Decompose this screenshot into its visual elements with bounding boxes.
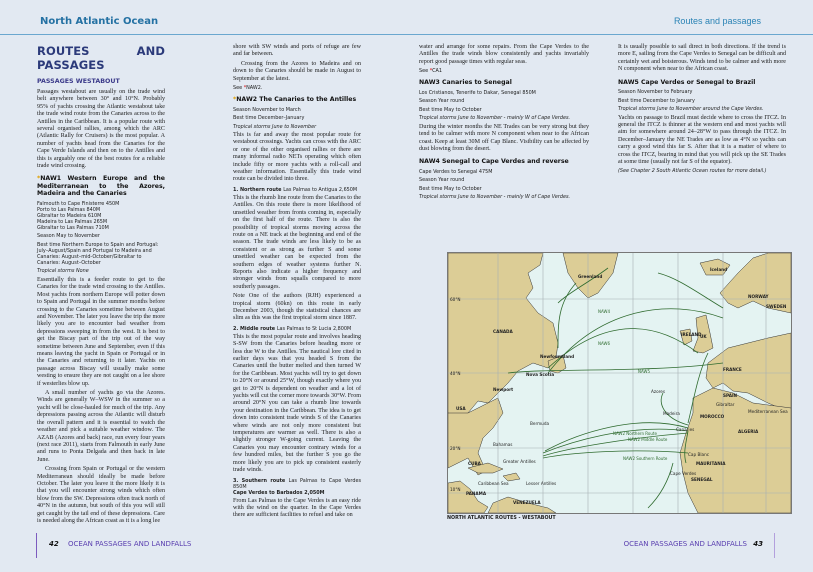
page-number: 42 xyxy=(49,540,59,548)
route-label: NAW2 Middle Route xyxy=(628,437,668,442)
lat-tick: 60°N xyxy=(450,297,461,302)
map-label: Greenland xyxy=(578,274,603,279)
naw4-storms: Tropical storms June to November - mainly W of Cape Verdes. xyxy=(419,194,571,201)
map-label: PANAMA xyxy=(466,491,487,496)
map-label: Newfoundland xyxy=(540,354,575,359)
route-naw5 xyxy=(648,463,673,508)
naw5-best-time: Best time December to January xyxy=(618,97,695,104)
map-label: ALGERIA xyxy=(738,429,759,434)
page-43-column-2 xyxy=(618,44,786,177)
map-caption: NORTH ATLANTIC ROUTES - WESTABOUT xyxy=(447,516,556,521)
map-label: Gibraltar xyxy=(716,402,735,407)
body-paragraph: Yachts on passage to Brazil must decide where to cross the ITCZ. In general the ITCZ is thinner at the western end and most yachts will aim for somewhere around 24–28°W to pass through the ITCZ. In December–January the NE Trades are as low as 4°N so yachts can carry a good wind this far S. After that it is a matter of where to cross the ITCZ, bearing in mind that you will pick up the SE Trades at some time (usually not far S of the equator). xyxy=(618,114,786,166)
route-label: NAW2 Northern Route xyxy=(613,431,657,436)
route-map-svg xyxy=(448,253,791,513)
body-paragraph: shore with SW winds and ports of refuge are few and far between. xyxy=(233,44,361,58)
map-label: SENEGAL xyxy=(691,477,713,482)
naw1-distance: Gibraltar to Madeira 610M xyxy=(37,212,102,219)
map-label: Greater Antilles xyxy=(503,459,536,464)
naw1-distance: Porto to Las Palmas 840M xyxy=(37,206,101,213)
map-label: FRANCE xyxy=(723,367,742,372)
body-paragraph: Crossing from the Azores to Madeira and on down to the Canaries should be made in August to September at the latest. xyxy=(233,60,361,82)
map-label: MOROCCO xyxy=(700,414,725,419)
naw1-heading: *NAW1 Western Europe and the Mediterranean to the Azores, Madeira and the Canaries xyxy=(37,175,165,198)
naw1-best-time: Best time Northern Europe to Spain and Portugal: July–August/Spain and Portugal to Madeira and Canaries: August–mid-October/Gibraltar to Canaries: August–October xyxy=(37,241,159,266)
cross-reference[interactable]: See *NAW2. xyxy=(233,85,263,92)
body-paragraph: This is the rhumb line route from the Canaries to the Antilles. On this route there is more likelihood of unsettled weather from fronts coming in, especially on the first half of the route. There is also the possibility of tropical storms moving across the route on a NE track at the beginning and end of the season. The trade winds are less likely to be as consistent or as strong as further S and some unsettled weather can be expected from the southern edges of weather systems further N. Reports also indicate a higher frequency and stronger winds from squalls compared to more southerly passages. xyxy=(233,194,361,290)
naw5-heading: NAW5 Cape Verdes or Senegal to Brazil xyxy=(618,78,756,86)
naw1-distance: Madeira to Las Palmas 265M xyxy=(37,218,108,225)
section-heading: PASSAGES WESTABOUT xyxy=(37,78,120,85)
map-label: Bahamas xyxy=(493,442,513,447)
book-title: OCEAN PASSAGES AND LANDFALLS xyxy=(623,540,747,548)
lat-tick: 10°N xyxy=(450,487,461,492)
map-label: NORWAY xyxy=(748,294,769,299)
body-paragraph: This is the most popular route and involves heading S-SW from the Canaries before heading more or less due W to the Antilles. The nautical lore cited in earlier days was that you headed S from the Canaries until the butter melted and then turned W for the Caribbean. Most yachts will try to get down to 20°N or around 25°W, though exactly where you get to 20°N is dependent on weather and a lot of yachts will cut the corner more towards 30°W. From around 20°N you can take a rhumb line towards your destination in the Caribbean. The idea is to get down into consistent trade winds S of the Canaries where winds are not only more consistent but temperatures are warmer as well. There is also a slightly stronger W-going current. Leaving the Canaries you may encounter contrary winds for a few hundred miles, but the further S you go the more likely you are to pick up consistent easterly trade winds. xyxy=(233,333,361,474)
map-label: USA xyxy=(456,406,466,411)
map-label: SWEDEN xyxy=(766,304,787,309)
page-number: 43 xyxy=(753,540,763,548)
naw1-storms: Tropical storms None xyxy=(37,268,89,275)
naw3-distance: Los Cristianos, Tenerife to Dakar, Senegal 850M xyxy=(419,89,536,96)
land-africa xyxy=(680,388,791,513)
lat-tick: 20°N xyxy=(450,446,461,451)
page-42-column-1 xyxy=(37,44,165,527)
naw5-storms: Tropical storms June to November around the Cape Verdes. xyxy=(618,106,764,113)
body-paragraph: Crossing from Spain or Portugal or the western Mediterranean should ideally be made before October. The later you leave it the more likely it is that you will encounter strong winds which often blow from the SW. Depressions often track north of 40°N in the autumn, but south of this you will still get caught by the tail end of these depressions. Care is needed along the African coast as it is a long lee xyxy=(37,466,165,524)
asterisk-marker: * xyxy=(37,175,41,183)
header-chapter-title: Routes and passages xyxy=(673,16,761,26)
naw3-best-time: Best time May to October xyxy=(419,106,482,113)
map-label: Iceland xyxy=(710,267,728,272)
route-naw10 xyxy=(558,283,576,348)
naw5-season: Season November to February xyxy=(618,89,693,96)
naw4-season: Season Year round xyxy=(419,177,465,184)
naw2-best-time: Best time December–January xyxy=(233,115,305,122)
map-label: CUBA xyxy=(468,461,481,466)
map-label: Bermuda xyxy=(530,421,550,426)
cross-reference[interactable]: See *CA1 xyxy=(419,68,443,75)
map-label: VENEZUELA xyxy=(513,500,541,505)
route-3-distance: Cape Verdes to Barbados 2,050M xyxy=(233,489,325,496)
page-42-column-2 xyxy=(233,44,361,522)
naw3-storms: Tropical storms June to November - mainly W of Cape Verdes. xyxy=(419,115,571,122)
note-paragraph: Note One of the authors (RJH) experienced a tropical storm (60kn) on this route in early December 2003, though the statistical chances are slim as this was the first tropical storm since 1887. xyxy=(233,293,361,322)
land-canada xyxy=(448,253,558,418)
naw4-best-time: Best time May to October xyxy=(419,185,482,192)
book-title: OCEAN PASSAGES AND LANDFALLS xyxy=(68,540,192,548)
naw3-heading: NAW3 Canaries to Senegal xyxy=(419,79,512,87)
route-1-heading: 1. Northern route Las Palmas to Antigua 2,650M xyxy=(233,186,358,193)
map-label: IRELAND xyxy=(681,332,702,337)
body-paragraph: From Las Palmas to the Cape Verdes is an easy ride with the wind on the quarter. In the Cape Verdes there are sufficient facilities to refuel and take on xyxy=(233,497,361,519)
map-label: Cap Blanc xyxy=(688,452,710,457)
route-label: NAW6 xyxy=(598,341,611,346)
route-map xyxy=(447,252,792,514)
chapter-note: (See Chapter 2 South Atlantic Ocean routes for more detail.) xyxy=(618,168,767,175)
map-label: Lesser Antilles xyxy=(526,481,557,486)
map-label: Cape Verdes xyxy=(670,471,697,476)
route-2-heading: 2. Middle route Las Palmas to St Lucia 2,800M xyxy=(233,325,352,332)
naw2-storms: Tropical storms June to November xyxy=(233,123,317,130)
map-label: Mediterranean Sea xyxy=(748,409,788,414)
footer-right xyxy=(623,533,775,558)
landmasses xyxy=(448,253,791,513)
map-label: Canaries xyxy=(676,427,695,432)
map-label: MAURITANIA xyxy=(696,461,726,466)
map-label: SPAIN xyxy=(723,393,738,398)
running-header xyxy=(0,0,813,35)
route-azores xyxy=(661,393,688,425)
header-section-title: North Atlantic Ocean xyxy=(40,16,159,27)
land-hispaniola xyxy=(503,473,520,481)
route-label: NAW4 xyxy=(598,309,611,314)
route-naw8 xyxy=(658,273,723,308)
body-paragraph: water and arrange for some repairs. From the Cape Verdes to the Antilles the trade winds blow consistently and yachts invariably report good passage times with regular seas. xyxy=(419,44,589,65)
route-3-heading: 3. Southern route Las Palmas to Cape Verdes 850M xyxy=(233,477,362,490)
map-label: UK xyxy=(700,334,707,339)
naw2-heading: *NAW2 The Canaries to the Antilles xyxy=(233,96,357,104)
naw1-distance: Gibraltar to Las Palmas 710M xyxy=(37,224,109,231)
lat-tick: 40°N xyxy=(450,371,461,376)
body-paragraph: It is usually possible to sail direct in both directions. If the trend is more E, sailing from the Cape Verdes to Senegal can be difficult and certainly wet and boisterous. Winds tend to be calmer and with more N component when near to the African coast. xyxy=(618,44,786,73)
page-43-column-1 xyxy=(419,44,589,203)
footer-left xyxy=(36,533,192,558)
route-label: NAW2 Southern Route xyxy=(623,456,668,461)
naw1-distance: Falmouth to Cape Finisterre 450M xyxy=(37,200,120,207)
map-label: Nova Scotia xyxy=(526,372,555,377)
body-paragraph: A small number of yachts go via the Azores. Winds are generally W–WSW in the summer so a yacht will be close-hauled for much of the trip. Any depressions passing across the Atlantic will disturb the overall pattern and it is essential to watch the weather and pick a suitable weather window. The AZAB (Azores and back) race, run every four years (next race 2011), starts from Falmouth in early June and runs to Ponta Delgada and then back in late June. xyxy=(37,390,165,463)
body-paragraph: During the winter months the NE Trades can be very strong but they tend to be calmer with more N component when near to the African coast. Keep at least 30M off Cap Blanc. Visibility can be affected by dust blowing from the desert. xyxy=(419,123,589,152)
map-label: Newport xyxy=(493,387,514,392)
map-label: Caribbean Sea xyxy=(478,481,509,486)
body-paragraph: Essentially this is a feeder route to get to the Canaries for the trade wind crossing to the Antilles. Most yachts from northern Europe will potter down to Spain and Portugal in the summer months before crossing to the Canaries sometime between August and November. The later you leave the trip the more likely you are to encounter bad weather from depressions sweeping in from the west. It is best to get the Biscay part of the trip out of the way sometime between June and September, even if this means leaving the yacht in Spain or Portugal or in the Canaries and returning to it later. Yachts on passage across Biscay will usually make some westing to ensure they are not caught on a lee shore if westerlies blow up. xyxy=(37,276,165,387)
map-label: Azores xyxy=(651,389,666,394)
naw1-season: Season May to November xyxy=(37,233,100,240)
naw4-distance: Cape Verdes to Senegal 475M xyxy=(419,168,493,175)
route-label: NAW5 xyxy=(638,369,651,374)
body-paragraph: This is far and away the most popular route for westabout crossings. Yachts can cross with the ARC or one of the other organised rallies or there are many informal radio NETs operating which often include fifty or more yachts with a roll-call and weather information. Essentially this trade wind route can be divided into three. xyxy=(233,132,361,183)
map-label: CANADA xyxy=(493,329,513,334)
naw3-season: Season Year round xyxy=(419,98,465,105)
intro-paragraph: Passages westabout are usually on the trade wind belt anywhere between 30° and 10°N. Probably 95% of yachts crossing the Atlantic westabout take the trade wind route from the Canaries across to the Antilles in the Caribbean. It is a popular route with several organised rallies, among which the ARC (Atlantic Rally for Cruisers) is the most popular. A number of yachts head from the Canaries for the Cape Verde Islands and then on to the Antilles and this is arguably one of the best routes for a reliable trade wind crossing. xyxy=(37,89,165,170)
asterisk-marker: * xyxy=(233,96,237,104)
map-label: Madeira xyxy=(663,411,680,416)
naw4-heading: NAW4 Senegal to Cape Verdes and reverse xyxy=(419,158,569,166)
page-title: ROUTES AND PASSAGES xyxy=(37,44,165,72)
naw2-season: Season November to March xyxy=(233,106,301,113)
